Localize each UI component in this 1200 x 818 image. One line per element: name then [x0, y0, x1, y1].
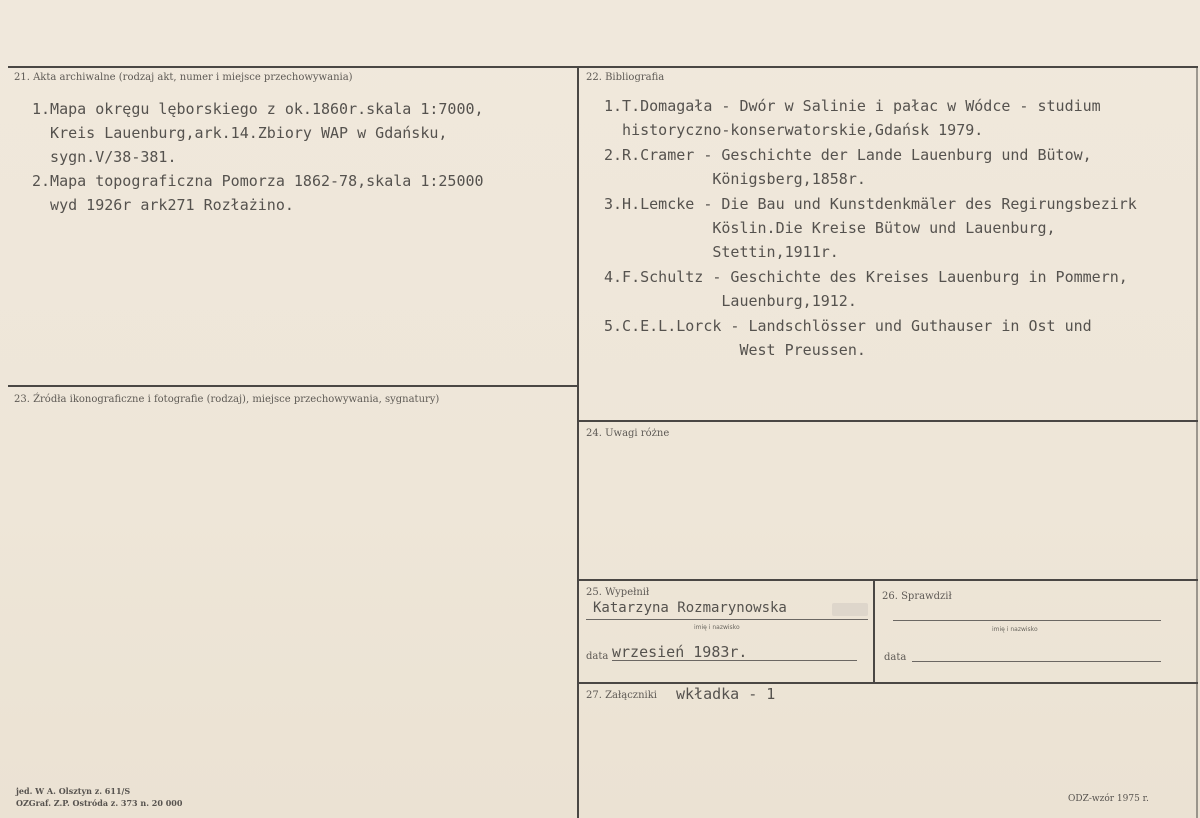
section26-name-line: [893, 620, 1161, 621]
section22-label: 22. Bibliografia: [586, 72, 665, 83]
section21-line-5: wyd 1926r ark271 Rozłażino.: [32, 196, 294, 214]
section25-date-line: [612, 660, 857, 661]
footer-line-2: OZGraf. Z.P. Ostróda z. 373 n. 20 000: [16, 798, 183, 808]
section25-name-line: [586, 619, 868, 620]
sign-divider: [873, 579, 875, 683]
section25-name-caption: imię i nazwisko: [694, 624, 740, 631]
section22-line-4: Königsberg,1858r.: [604, 170, 866, 188]
name-smudge: [832, 603, 868, 616]
section22-line-11: West Preussen.: [604, 341, 866, 359]
section26-name-caption: imię i nazwisko: [992, 626, 1038, 633]
section22-line-3: 2.R.Cramer - Geschichte der Lande Lauenburg und Bütow,: [604, 146, 1092, 164]
section22-line-9: Lauenburg,1912.: [604, 292, 857, 310]
sign-bottom-rule: [578, 682, 1198, 684]
section24-label: 24. Uwagi różne: [586, 428, 670, 439]
footer-right: ODZ-wzór 1975 r.: [1068, 794, 1149, 804]
section22-line-7: Stettin,1911r.: [604, 243, 839, 261]
right-mid-rule: [578, 420, 1198, 422]
section25-date-label: data: [586, 651, 609, 662]
section25-label: 25. Wypełnił: [586, 587, 650, 598]
sign-top-rule: [578, 579, 1198, 581]
section27-label: 27. Załączniki: [586, 690, 657, 701]
section21-line-1: 1.Mapa okręgu lęborskiego z ok.1860r.skala 1:7000,: [32, 100, 484, 118]
section22-line-6: Köslin.Die Kreise Bütow und Lauenburg,: [604, 219, 1056, 237]
section25-date-value: wrzesień 1983r.: [612, 643, 748, 661]
center-divider: [577, 66, 579, 818]
section23-label: 23. Źródła ikonograficzne i fotografie (rodzaj), miejsce przechowywania, sygnatury): [14, 394, 440, 405]
section22-line-2: historyczno-konserwatorskie,Gdańsk 1979.: [604, 121, 984, 139]
section22-line-10: 5.C.E.L.Lorck - Landschlösser und Guthauser in Ost und: [604, 317, 1092, 335]
section26-date-line: [912, 661, 1161, 662]
section26-date-label: data: [884, 652, 907, 663]
section22-line-1: 1.T.Domagała - Dwór w Salinie i pałac w Wódce - studium: [604, 97, 1101, 115]
section22-line-5: 3.H.Lemcke - Die Bau und Kunstdenkmäler des Regirungsbezirk: [604, 195, 1137, 213]
section27-value: wkładka - 1: [676, 685, 776, 703]
left-mid-rule: [8, 385, 578, 387]
right-edge-rule: [1196, 66, 1198, 818]
section21-line-3: sygn.V/38-381.: [32, 148, 177, 166]
section21-label: 21. Akta archiwalne (rodzaj akt, numer i miejsce przechowywania): [14, 72, 353, 83]
section21-line-4: 2.Mapa topograficzna Pomorza 1862-78,skala 1:25000: [32, 172, 484, 190]
section22-line-8: 4.F.Schultz - Geschichte des Kreises Lauenburg in Pommern,: [604, 268, 1128, 286]
section26-label: 26. Sprawdził: [882, 591, 952, 602]
section25-name: Katarzyna Rozmarynowska: [593, 600, 787, 616]
footer-line-1: jed. W A. Olsztyn z. 611/S: [16, 786, 131, 796]
section21-line-2: Kreis Lauenburg,ark.14.Zbiory WAP w Gdańsku,: [32, 124, 448, 142]
top-rule: [8, 66, 1198, 68]
